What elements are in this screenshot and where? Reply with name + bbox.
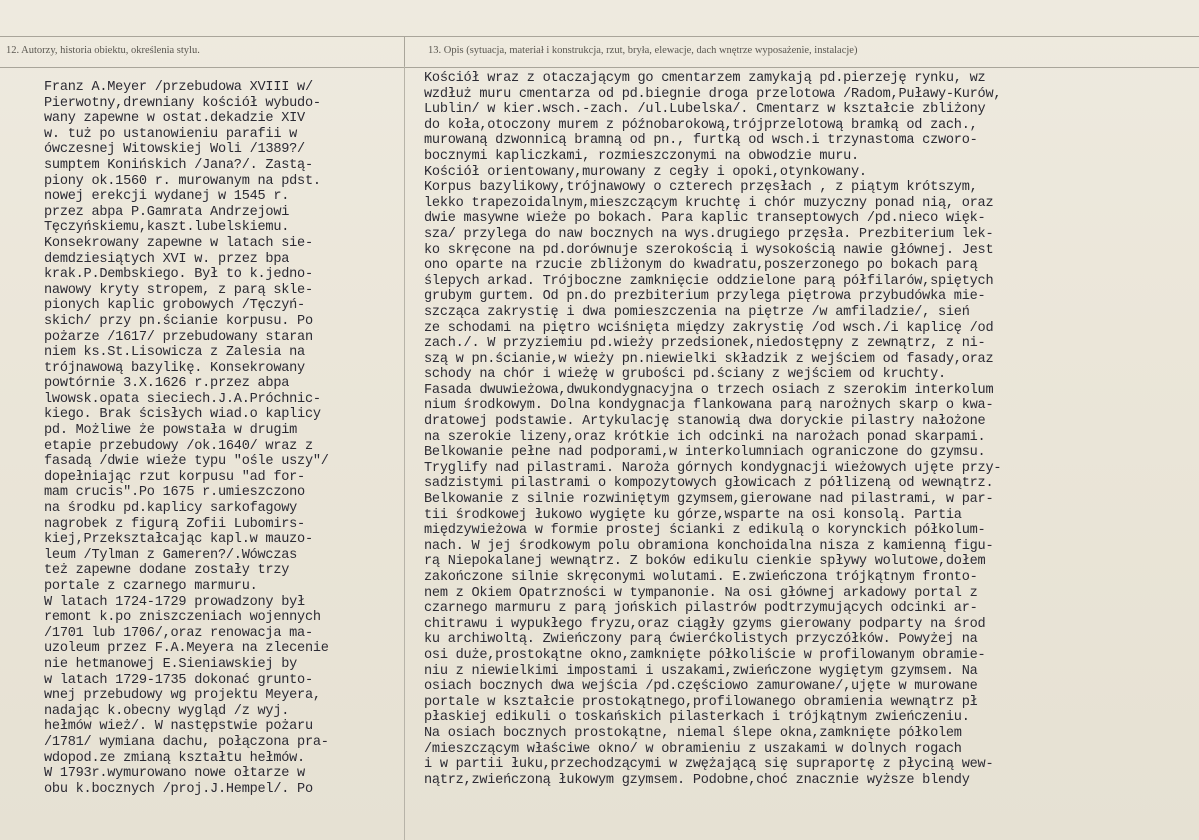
text-line: Fasada dwuwieżowa,dwukondygnacyjna o trzech osiach z szerokim interkolum xyxy=(424,382,994,398)
text-line: Pierwotny,drewniany kościół wybudo- xyxy=(44,95,321,111)
section-13-label: 13. Opis (sytuacja, materiał i konstrukcja, rzut, bryła, elewacje, dach wnętrze wyposażenie, instalacje) xyxy=(428,45,858,56)
text-line: osiach bocznych dwa wejścia /pd.częściowo zamurowane/,ujęte w murowane xyxy=(424,679,978,695)
text-line: nium środkowym. Dolna kondygnacja flankowana parą narożnych skarp o kwa- xyxy=(424,398,994,414)
text-line: sumptem Konińskich /Jana?/. Zastą- xyxy=(44,157,313,173)
text-line: nawowy kryty stropem, z parą skle- xyxy=(44,282,313,298)
text-line: /mieszczącym właściwe okno/ w obramieniu z uszakami w dolnych rogach xyxy=(424,741,962,757)
text-line: nątrz,zwieńczoną łukowym gzymsem. Podobne,choć znacznie wyższe blendy xyxy=(424,772,970,788)
text-line: Franz A.Meyer /przebudowa XVIII w/ xyxy=(44,80,313,95)
text-line: etapie przebudowy /ok.1640/ wraz z xyxy=(44,438,313,454)
text-line: ku archiwoltą. Zwieńczony parą ćwierćkolistych przyczółków. Powyżej na xyxy=(424,632,978,648)
text-line: ono oparte na rzucie zbliżonym do kwadratu,poszerzonego po bokach parą xyxy=(424,258,978,274)
text-line: sadzistymi pilastrami o kompozytowych głowicach z półlizeną od wewnątrz. xyxy=(424,476,994,492)
text-line: nagrobek z figurą Zofii Lubomirs- xyxy=(44,516,305,532)
text-line: niu z niewielkimi impostami i uszakami,zwieńczone wygiętym gzymsem. Na xyxy=(424,663,978,679)
text-line: Tęczyńskiemu,kaszt.lubelskiemu. xyxy=(44,220,290,236)
text-line: międzywieżowa w formie prostej ścianki z edikulą o korynckich półkolum- xyxy=(424,523,986,539)
text-line: portale z czarnego marmuru. xyxy=(44,579,258,594)
text-line: nowej erekcji wydanej w 1545 r. xyxy=(44,189,290,205)
text-line: nie hetmanowej E.Sieniawskiej by xyxy=(44,656,298,672)
text-line: grubym gurtem. Od pn.do prezbiterium przylega piętrowa przybudówka mie- xyxy=(424,289,986,305)
text-line: ze schodami na piętro wciśnięta między zakrystię /od wsch./i kaplicę /od xyxy=(424,320,994,336)
text-line: krak.P.Dembskiego. Był to k.jedno- xyxy=(44,267,313,283)
text-line: tii środkowej łukowo wygięte ku górze,wsparte na osi konsolą. Partia xyxy=(424,507,962,523)
text-line: czarnego marmuru z parą jońskich pilastrów podtrzymujących odcinki ar- xyxy=(424,601,978,617)
text-line: piony ok.1560 r. murowanym na pdst. xyxy=(44,173,321,189)
text-line: uzoleum przez F.A.Meyera na zlecenie xyxy=(44,641,329,657)
text-line: i w partii łuku,przechodzącymi w zwężającą się supraportę z płyciną wew- xyxy=(424,757,994,773)
text-line: rą Niepokalanej wewnątrz. Z boków edikulu cienkie spływy wolutowe,dołem xyxy=(424,554,986,570)
text-line: pd. Możliwe że powstała w drugim xyxy=(44,423,298,439)
text-line: /1701 lub 1706/,oraz renowacja ma- xyxy=(44,625,313,641)
text-line: ówczesnej Witowskiej Woli /1389?/ xyxy=(44,142,305,158)
text-line: /1781/ wymiana dachu, połączona pra- xyxy=(44,734,329,750)
text-line: leum /Tylman z Gameren?/.Wówczas xyxy=(44,547,298,563)
text-line: demdziesiątych XVI w. przez bpa xyxy=(44,251,290,267)
text-line: murowaną dzwonnicą bramną od pn., furtką od wsch.i trzynastoma czworo- xyxy=(424,133,978,149)
text-line: Belkowanie pełne nad podporami,w interkolumniach ograniczone do gzymsu. xyxy=(424,445,986,461)
text-line: płaskiej edikuli o toskańskich pilasterkach i trójkątnym zwieńczeniu. xyxy=(424,710,970,726)
text-line: pożarze /1617/ przebudowany staran xyxy=(44,329,313,345)
text-line: nem z Okiem Opatrzności w tympanonie. Na osi głównej arkadowy portal z xyxy=(424,585,978,601)
text-line: powtórnie 3.X.1626 r.przez abpa xyxy=(44,376,290,392)
text-line: Konsekrowany zapewne w latach sie- xyxy=(44,235,313,251)
text-line: pionych kaplic grobowych /Tęczyń- xyxy=(44,298,305,314)
text-line: W latach 1724-1729 prowadzony był xyxy=(44,594,305,610)
text-line: dratowej podstawie. Artykulację stanowią dwa doryckie pilastry nałożone xyxy=(424,414,986,430)
text-line: Belkowanie z silnie rozwiniętym gzymsem,gierowane nad pilastrami, w par- xyxy=(424,492,994,508)
text-line: skich/ przy pn.ścianie korpusu. Po xyxy=(44,313,313,329)
text-line: zakończone silnie skręconymi wolutami. E.zwieńczona trójkątnym fronto- xyxy=(424,570,978,585)
text-line: dwie masywne wieże po bokach. Para kaplic transeptowych /pd.nieco więk- xyxy=(424,211,986,227)
text-line: na szerokie lizeny,oraz krótkie ich odcinki na narożach ponad skarpami. xyxy=(424,429,986,445)
text-line: ślepych arkad. Trójboczne zamknięcie oddzielone parą półfilarów,spiętych xyxy=(424,273,994,289)
text-line: trójnawową bazylikę. Konsekrowany xyxy=(44,360,305,376)
header-divider xyxy=(404,37,405,67)
text-line: wnej przebudowy wg projektu Meyera, xyxy=(44,688,321,704)
text-line: kiej,Przekształcając kapl.w mauzo- xyxy=(44,532,313,548)
text-line: lwowsk.opata sieciech.J.A.Próchnic- xyxy=(44,391,321,407)
text-line: portale w kształcie prostokątnego,profilowanego obramienia wewnątrz pł xyxy=(424,694,978,710)
text-line: w. tuż po ustanowieniu parafii w xyxy=(44,126,298,142)
text-line: Kościół orientowany,murowany z cegły i opoki,otynkowany. xyxy=(424,164,867,180)
text-line: w latach 1729-1735 dokonać grunto- xyxy=(44,672,313,688)
text-line: Korpus bazylikowy,trójnawowy o czterech przęsłach , z piątym krótszym, xyxy=(424,180,978,196)
history-text-block xyxy=(44,80,329,797)
text-line: lekko trapezoidalnym,mieszczącym kruchtę i chór muzyczny ponad nią, oraz xyxy=(424,195,994,211)
text-line: W 1793r.wymurowano nowe ołtarze w xyxy=(44,766,305,782)
text-line: Kościół wraz z otaczającym go cmentarzem zamykają pd.pierzeję rynku, wz xyxy=(424,71,986,86)
text-line: schody na chór i wieżę w grubości pd.ściany z wejściem od kruchty. xyxy=(424,367,946,383)
text-line: fasadą /dwie wieże typu "ośle uszy"/ xyxy=(44,454,329,470)
text-line: do koła,otoczony murem z późnobarokową,trójprzelotową bramką od zach., xyxy=(424,117,978,133)
text-line: kiego. Brak ścisłych wiad.o kaplicy xyxy=(44,407,321,423)
text-line: mam crucis".Po 1675 r.umieszczono xyxy=(44,485,305,501)
text-line: zach./. W przyziemiu pd.wieży przedsionek,niedostępny z zewnątrz, z ni- xyxy=(424,336,986,352)
text-line: szą w pn.ścianie,w wieży pn.niewielki składzik z wejściem od fasady,oraz xyxy=(424,351,994,367)
text-line: sza/ przylega do naw bocznych na wys.drugiego przęsła. Prezbiterium lek- xyxy=(424,226,994,242)
section-12-label: 12. Autorzy, historia obiektu, określenia stylu. xyxy=(6,45,200,56)
text-line: wany zapewne w ostat.dekadzie XIV xyxy=(44,111,305,127)
text-line: przez abpa P.Gamrata Andrzejowi xyxy=(44,204,290,220)
text-line: na środku pd.kaplicy sarkofagowy xyxy=(44,501,298,517)
text-line: dopełniając rzut korpusu "ad for- xyxy=(44,469,305,485)
text-line: nadając k.obecny wygląd /z wyj. xyxy=(44,703,290,719)
text-line: wdopod.ze zmianą kształtu hełmów. xyxy=(44,750,305,766)
text-line: też zapewne dodane zostały trzy xyxy=(44,563,290,579)
text-line: bocznymi kapliczkami, rozmieszczonymi na obwodzie muru. xyxy=(424,148,859,164)
text-line: nach. W jej środkowym polu obramiona konchoidalna nisza z kamienną figu- xyxy=(424,538,994,554)
text-line: niem ks.St.Lisowicza z Zalesia na xyxy=(44,345,305,361)
text-line: szcząca zakrystię i dwa pomieszczenia na piętrze /w amfiladzie/, sień xyxy=(424,304,970,320)
text-line: obu k.bocznych /proj.J.Hempel/. Po xyxy=(44,781,313,797)
text-line: remont k.po zniszczeniach wojennych xyxy=(44,610,321,626)
column-divider xyxy=(404,66,405,840)
text-line: ko skręcone na pd.dorównuje szerokością i wysokością nawie głównej. Jest xyxy=(424,242,994,258)
description-text-block xyxy=(424,71,1001,788)
text-line: Tryglify nad pilastrami. Naroża górnych kondygnacji wieżowych ujęte przy- xyxy=(424,460,1002,476)
text-line: wzdłuż muru cmentarza od pd.biegnie droga przelotowa /Radom,Puławy-Kurów, xyxy=(424,86,1002,102)
text-line: hełmów wież/. W następstwie pożaru xyxy=(44,719,313,735)
text-line: Lublin/ w kier.wsch.-zach. /ul.Lubelska/. Cmentarz w kształcie zbliżony xyxy=(424,102,986,118)
text-line: osi duże,prostokątne okno,zamknięte półkoliście w profilowanym obramie- xyxy=(424,647,986,663)
text-line: chitrawu i wypukłego fryzu,oraz ciągły gzyms gierowany podparty na środ xyxy=(424,616,986,632)
form-header xyxy=(0,36,1199,68)
text-line: Na osiach bocznych prostokątne, niemal ślepe okna,zamknięte półkolem xyxy=(424,725,962,741)
